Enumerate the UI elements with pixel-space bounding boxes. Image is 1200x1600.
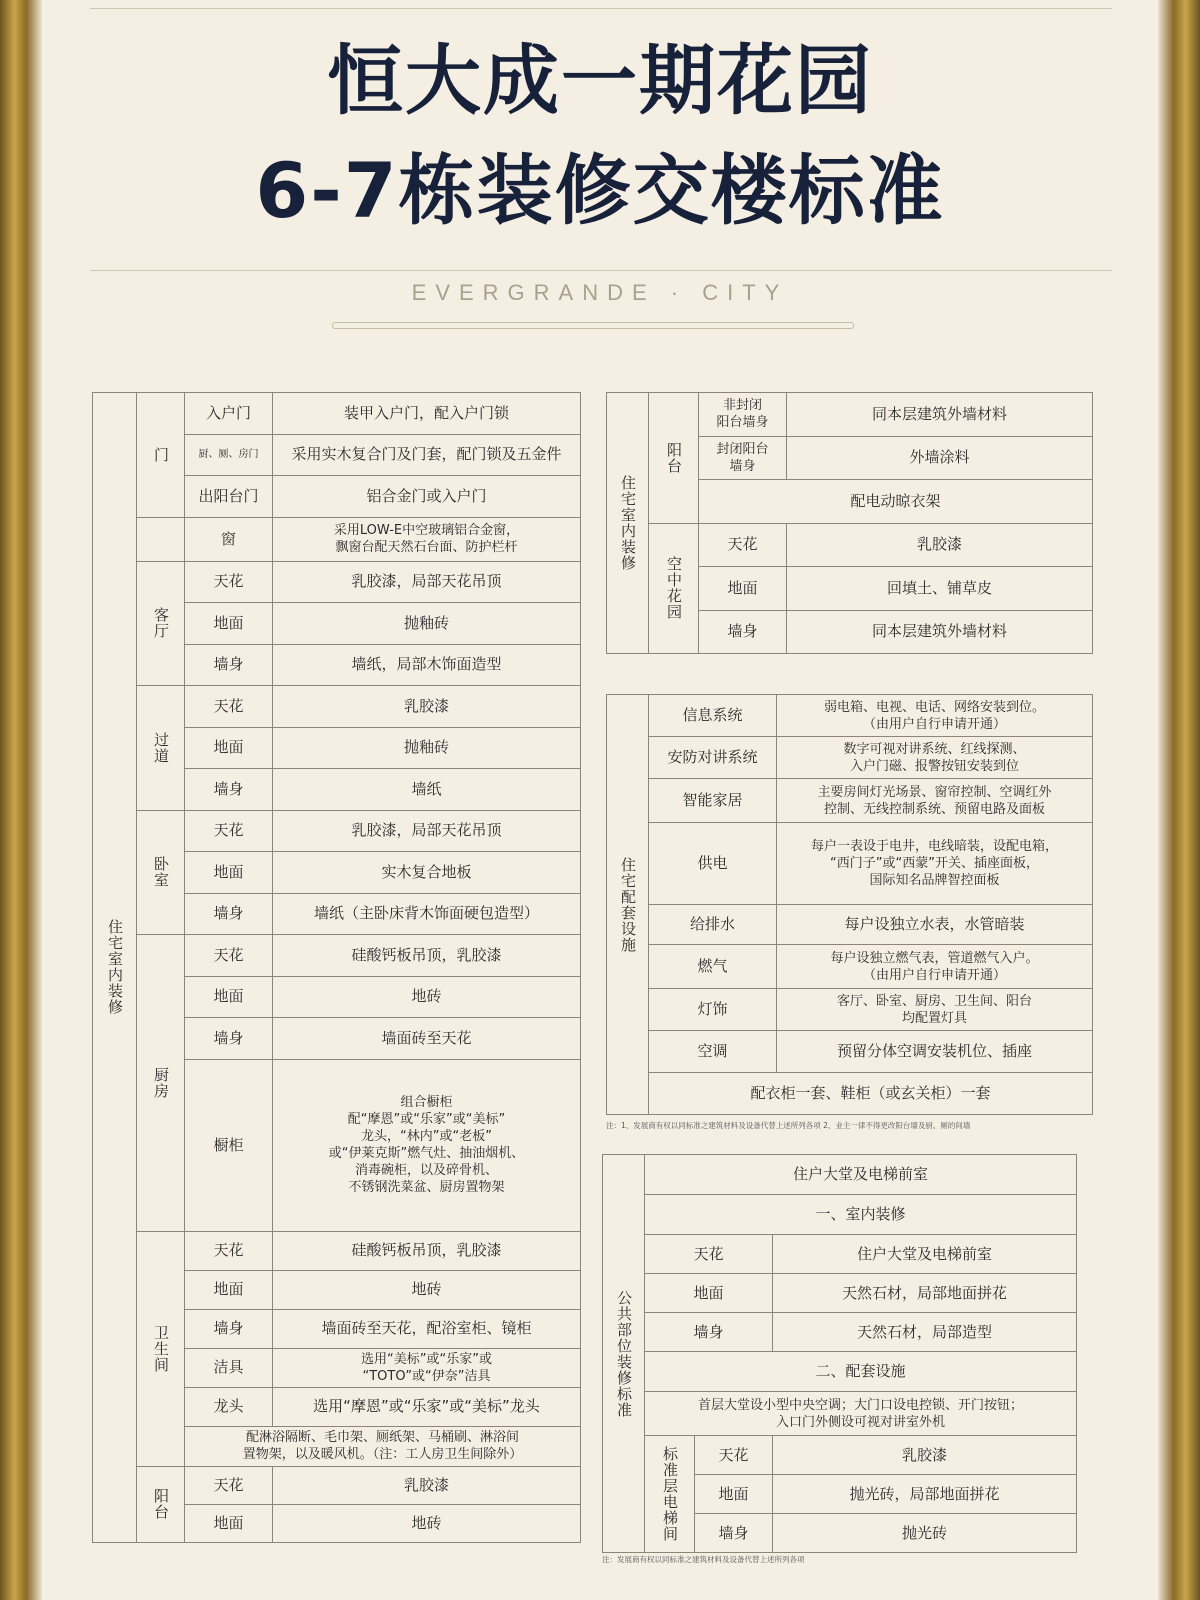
item-label: 墙身 bbox=[185, 644, 273, 686]
item-label: 空调 bbox=[649, 1031, 777, 1073]
table-row bbox=[93, 935, 581, 977]
item-label: 天花 bbox=[695, 1436, 773, 1475]
item-label: 地面 bbox=[645, 1274, 773, 1313]
group-label: 厨房 bbox=[137, 935, 185, 1232]
item-label: 出阳台门 bbox=[185, 476, 273, 518]
spec-cell: 乳胶漆 bbox=[273, 1466, 581, 1504]
spec-cell: 选用“摩恩”或“乐家”或“美标”龙头 bbox=[273, 1387, 581, 1426]
spec-cell: 乳胶漆，局部天花吊顶 bbox=[273, 810, 581, 852]
table-row bbox=[607, 393, 1093, 437]
item-label: 窗 bbox=[185, 517, 273, 561]
notice-board bbox=[42, 0, 1158, 1600]
table-row bbox=[93, 686, 581, 728]
spec-cell: 每户一表设于电井，电线暗装，设配电箱， “西门子”或“西蒙”开关、插座面板， 国际知名品牌智控面板 bbox=[777, 823, 1093, 905]
spec-cell: 每户设独立水表，水管暗装 bbox=[777, 905, 1093, 945]
item-label: 天花 bbox=[185, 1231, 273, 1270]
table-row bbox=[93, 561, 581, 603]
spec-cell: 实木复合地板 bbox=[273, 852, 581, 894]
spec-cell: 墙纸（主卧床背木饰面硬包造型） bbox=[273, 893, 581, 935]
item-label: 入户门 bbox=[185, 393, 273, 435]
spec-cell: 同本层建筑外墙材料 bbox=[787, 393, 1093, 437]
table-row bbox=[603, 1352, 1077, 1392]
spec-cell: 墙面砖至天花 bbox=[273, 1018, 581, 1060]
table-row bbox=[607, 695, 1093, 737]
title-line-1: 恒大成一期花园 bbox=[327, 36, 873, 125]
item-label: 地面 bbox=[185, 1504, 273, 1542]
group-label: 阳台 bbox=[649, 393, 699, 524]
item-label: 给排水 bbox=[649, 905, 777, 945]
title-line-2: 6-7栋装修交楼标准 bbox=[255, 146, 945, 235]
item-label: 橱柜 bbox=[185, 1059, 273, 1231]
table-row bbox=[93, 1466, 581, 1504]
spec-cell: 弱电箱、电视、电话、网络安装到位。 （由用户自行申请开通） bbox=[777, 695, 1093, 737]
item-label: 墙身 bbox=[645, 1313, 773, 1352]
section-label: 住宅室内装修 bbox=[607, 393, 649, 654]
item-label: 墙身 bbox=[695, 1514, 773, 1553]
item-label: 供电 bbox=[649, 823, 777, 905]
spec-cell: 抛釉砖 bbox=[273, 727, 581, 769]
table-row bbox=[603, 1436, 1077, 1475]
subsection-label: 二、配套设施 bbox=[645, 1352, 1077, 1392]
spec-cell: 地砖 bbox=[273, 1270, 581, 1309]
spec-cell: 数字可视对讲系统、红线探测、 入户门磁、报警按钮安装到位 bbox=[777, 737, 1093, 779]
table-row bbox=[607, 779, 1093, 823]
spec-cell: 硅酸钙板吊顶，乳胶漆 bbox=[273, 935, 581, 977]
table-row bbox=[603, 1195, 1077, 1235]
item-label: 智能家居 bbox=[649, 779, 777, 823]
item-label: 地面 bbox=[185, 603, 273, 645]
spec-cell: 天然石材，局部造型 bbox=[773, 1313, 1077, 1352]
group-label: 阳台 bbox=[137, 1466, 185, 1542]
table-row bbox=[607, 905, 1093, 945]
spec-cell: 预留分体空调安装机位、插座 bbox=[777, 1031, 1093, 1073]
group-label: 过道 bbox=[137, 686, 185, 811]
spec-cell: 同本层建筑外墙材料 bbox=[787, 610, 1093, 654]
item-label: 非封闭 阳台墙身 bbox=[699, 393, 787, 437]
table-row bbox=[607, 823, 1093, 905]
spec-cell: 抛光砖，局部地面拼花 bbox=[773, 1475, 1077, 1514]
spec-cell: 乳胶漆 bbox=[273, 686, 581, 728]
table-row bbox=[607, 1073, 1093, 1115]
item-label: 天花 bbox=[185, 561, 273, 603]
item-label: 天花 bbox=[185, 1466, 273, 1504]
group-label: 标准层电梯间 bbox=[645, 1436, 695, 1553]
table-row bbox=[607, 737, 1093, 779]
spec-cell: 抛光砖 bbox=[773, 1514, 1077, 1553]
left-table bbox=[92, 392, 581, 1543]
table-row bbox=[607, 1031, 1093, 1073]
spec-cell: 墙纸 bbox=[273, 769, 581, 811]
table-row bbox=[603, 1155, 1077, 1195]
spec-cell: 乳胶漆 bbox=[773, 1436, 1077, 1475]
spec-cell: 乳胶漆 bbox=[787, 523, 1093, 567]
table-row bbox=[603, 1235, 1077, 1274]
spec-cell: 采用实木复合门及门套，配门锁及五金件 bbox=[273, 434, 581, 476]
group-label: 空中花园 bbox=[649, 523, 699, 654]
table-row bbox=[93, 1231, 581, 1270]
item-label: 洁具 bbox=[185, 1348, 273, 1387]
item-label: 灯饰 bbox=[649, 989, 777, 1031]
spec-cell: 天然石材，局部地面拼花 bbox=[773, 1274, 1077, 1313]
group-label: 卫生间 bbox=[137, 1231, 185, 1466]
facilities-footnote: 注：1、发展商有权以同标准之建筑材料及设备代替上述所列各项 2、业主一律不得更改阳台墙及厨、厕的间墙 bbox=[606, 1121, 971, 1130]
spec-cell: 装甲入户门，配入户门锁 bbox=[273, 393, 581, 435]
spec-cell: 地砖 bbox=[273, 976, 581, 1018]
spec-cell: 采用LOW-E中空玻璃铝合金窗， 飘窗台配天然石台面、防护栏杆 bbox=[273, 517, 581, 561]
table-row bbox=[603, 1274, 1077, 1313]
spec-cell: 抛釉砖 bbox=[273, 603, 581, 645]
item-label: 地面 bbox=[699, 567, 787, 611]
item-label: 地面 bbox=[695, 1475, 773, 1514]
spec-cell: 选用“美标”或“乐家”或 “TOTO”或“伊奈”洁具 bbox=[273, 1348, 581, 1387]
public-area-table bbox=[602, 1154, 1077, 1553]
public-header: 住户大堂及电梯前室 bbox=[645, 1155, 1077, 1195]
section-label: 住宅配套设施 bbox=[607, 695, 649, 1115]
spec-cell: 配衣柜一套、鞋柜（或玄关柜）一套 bbox=[649, 1073, 1093, 1115]
table-row bbox=[93, 393, 581, 435]
item-label: 燃气 bbox=[649, 945, 777, 989]
item-label: 天花 bbox=[185, 810, 273, 852]
spec-cell: 回填土、铺草皮 bbox=[787, 567, 1093, 611]
item-label: 安防对讲系统 bbox=[649, 737, 777, 779]
item-label: 墙身 bbox=[185, 1309, 273, 1348]
table-row bbox=[603, 1392, 1077, 1436]
balcony-garden-table bbox=[606, 392, 1093, 654]
table-row bbox=[607, 523, 1093, 567]
spec-cell: 墙面砖至天花，配浴室柜、镜柜 bbox=[273, 1309, 581, 1348]
spec-cell: 组合橱柜 配“摩恩”或“乐家”或“美标” 龙头，“林内”或“老板” 或“伊莱克斯”燃气灶、抽油烟机、 消毒碗柜，以及碎骨机、 不锈钢洗菜盆、厨房置物架 bbox=[273, 1059, 581, 1231]
table-row bbox=[93, 810, 581, 852]
brand-underline bbox=[332, 322, 854, 329]
spec-cell: 墙纸，局部木饰面造型 bbox=[273, 644, 581, 686]
spec-cell: 铝合金门或入户门 bbox=[273, 476, 581, 518]
item-label: 墙身 bbox=[185, 769, 273, 811]
item-label: 信息系统 bbox=[649, 695, 777, 737]
spec-cell: 地砖 bbox=[273, 1504, 581, 1542]
table-row bbox=[607, 945, 1093, 989]
item-label: 天花 bbox=[185, 686, 273, 728]
top-rule bbox=[90, 8, 1112, 9]
item-label: 墙身 bbox=[185, 893, 273, 935]
group-label bbox=[137, 517, 185, 561]
brand-wordmark: EVERGRANDE · CITY bbox=[411, 280, 789, 305]
group-label: 卧室 bbox=[137, 810, 185, 935]
table-row bbox=[603, 1313, 1077, 1352]
table-row bbox=[93, 517, 581, 561]
table-row bbox=[607, 989, 1093, 1031]
spec-cell: 配电动晾衣架 bbox=[699, 480, 1093, 524]
item-label: 地面 bbox=[185, 1270, 273, 1309]
spec-cell: 配淋浴隔断、毛巾架、厕纸架、马桶刷、淋浴间 置物架，以及暖风机。（注：工人房卫生间除外） bbox=[185, 1426, 581, 1466]
group-label: 客厅 bbox=[137, 561, 185, 686]
section-label: 住宅室内装修 bbox=[93, 393, 137, 1543]
section-label: 公共部位装修标准 bbox=[603, 1155, 645, 1553]
spec-cell: 外墙涂料 bbox=[787, 436, 1093, 480]
spec-cell: 客厅、卧室、厨房、卫生间、阳台 均配置灯具 bbox=[777, 989, 1093, 1031]
facilities-table bbox=[606, 694, 1093, 1115]
spec-cell: 硅酸钙板吊顶，乳胶漆 bbox=[273, 1231, 581, 1270]
item-label: 墙身 bbox=[699, 610, 787, 654]
spec-cell: 首层大堂设小型中央空调；大门口设电控锁、开门按钮； 入口门外侧设可视对讲室外机 bbox=[645, 1392, 1077, 1436]
item-label: 墙身 bbox=[185, 1018, 273, 1060]
spec-cell: 主要房间灯光场景、窗帘控制、空调红外 控制、无线控制系统、预留电路及面板 bbox=[777, 779, 1093, 823]
item-label: 地面 bbox=[185, 976, 273, 1018]
spec-cell: 每户设独立燃气表，管道燃气入户。 （由用户自行申请开通） bbox=[777, 945, 1093, 989]
group-label: 门 bbox=[137, 393, 185, 518]
item-label: 厨、厕、房门 bbox=[185, 434, 273, 476]
item-label: 地面 bbox=[185, 852, 273, 894]
spec-cell: 乳胶漆，局部天花吊顶 bbox=[273, 561, 581, 603]
item-label: 龙头 bbox=[185, 1387, 273, 1426]
item-label: 天花 bbox=[699, 523, 787, 567]
item-label: 天花 bbox=[185, 935, 273, 977]
subsection-label: 一、室内装修 bbox=[645, 1195, 1077, 1235]
item-label: 天花 bbox=[645, 1235, 773, 1274]
public-footnote: 注：发展商有权以同标准之建筑材料及设备代替上述所列各项 bbox=[602, 1555, 805, 1564]
item-label: 地面 bbox=[185, 727, 273, 769]
header-rule bbox=[90, 270, 1112, 271]
item-label: 封闭阳台 墙身 bbox=[699, 436, 787, 480]
spec-cell: 住户大堂及电梯前室 bbox=[773, 1235, 1077, 1274]
